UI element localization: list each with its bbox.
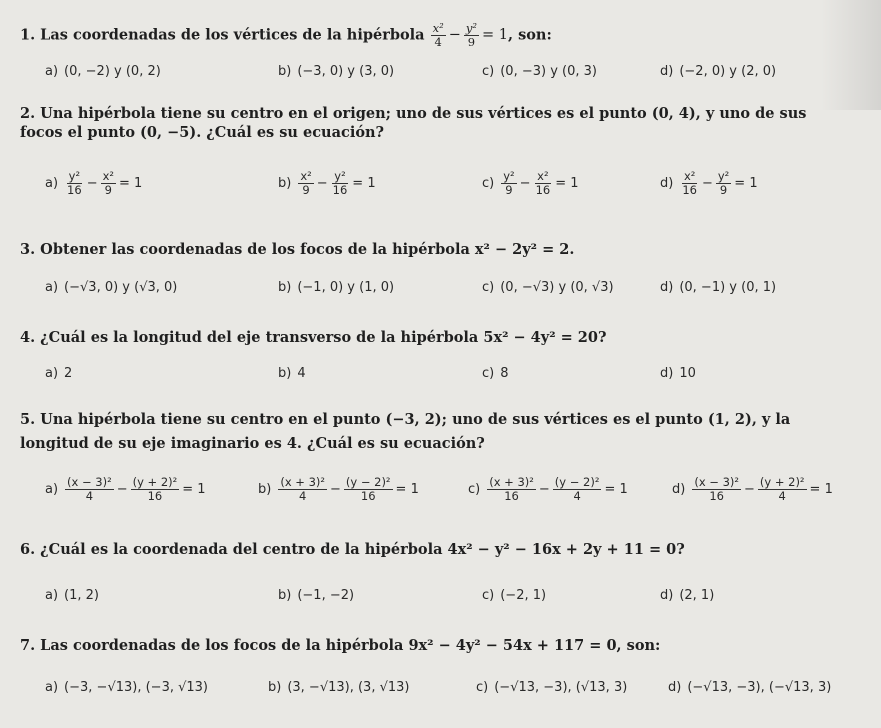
fraction: $\frac{\text{y²}}{9}$ — [465, 21, 477, 49]
question-7-option-a[interactable]: a) (−3, −√13), (−3, √13) — [45, 680, 208, 695]
question-6-option-c[interactable]: c) (−2, 1) — [482, 588, 547, 603]
question-5 — [20, 410, 790, 453]
question-1-option-c[interactable]: c) (0, −3) y (0, 3) — [482, 64, 597, 79]
question-6-option-b[interactable]: b) (−1, −2) — [278, 588, 355, 603]
question-2-prompt-line1: 2. Una hipérbola tiene su centro en el origen; uno de sus vértices es el punto (0, 4), y uno de sus — [20, 105, 807, 122]
question-3-prompt: 3. Obtener las coordenadas de los focos de la hipérbola x² − 2y² = 2. — [20, 241, 575, 258]
question-2-prompt-line2: focos el punto (0, −5). ¿Cuál es su ecuación? — [20, 124, 385, 141]
question-2-option-d[interactable]: d) $\frac{\text{x²}}{16}$ − $\frac{\text{y²}}{9}$ = 1 — [660, 169, 758, 197]
fraction: $\frac{\text{x²}}{4}$ — [432, 21, 444, 49]
question-4-option-b[interactable]: b) 4 — [278, 366, 306, 381]
question-4 — [20, 328, 606, 347]
question-3-option-a[interactable]: a) (−√3, 0) y (√3, 0) — [45, 280, 178, 295]
question-5-option-a[interactable]: a) $\frac{\text{(x − 3)²}}{4}$ − $\frac{\text{(y + 2)²}}{16}$ = 1 — [45, 475, 206, 503]
question-5-option-c[interactable]: c) $\frac{\text{(x + 3)²}}{16}$ − $\frac{\text{(y − 2)²}}{4}$ = 1 — [468, 475, 628, 503]
question-6-option-a[interactable]: a) (1, 2) — [45, 588, 99, 603]
question-6-option-d[interactable]: d) (2, 1) — [660, 588, 715, 603]
question-1-prompt: 1. Las coordenadas de los vértices de la hipérbola — [20, 26, 425, 44]
question-5-prompt-line2: longitud de su eje imaginario es 4. ¿Cuál es su ecuación? — [20, 435, 485, 452]
question-7-option-d[interactable]: d) (−√13, −3), (−√13, 3) — [668, 680, 832, 695]
question-3-option-d[interactable]: d) (0, −1) y (0, 1) — [660, 280, 777, 295]
question-6-prompt: 6. ¿Cuál es la coordenada del centro de la hipérbola 4x² − y² − 16x + 2y + 11 = 0? — [20, 541, 685, 558]
question-3-option-b[interactable]: b) (−1, 0) y (1, 0) — [278, 280, 395, 295]
question-7-option-c[interactable]: c) (−√13, −3), (√13, 3) — [476, 680, 628, 695]
question-6 — [20, 540, 685, 559]
question-1-equation: $\frac{\text{x²}}{4}$ − $\frac{\text{y²}}{9}$ = 1 — [432, 21, 508, 49]
question-3 — [20, 240, 574, 259]
question-2-option-a[interactable]: a) $\frac{\text{y²}}{16}$ − $\frac{\text{x²}}{9}$ = 1 — [45, 169, 143, 197]
question-1: 1. Las coordenadas de los vértices de la hipérbola $\frac{\text{x²}}{4}$ − $\frac{\text{y²}}{9}$ = 1 , son: — [20, 21, 552, 49]
question-7-prompt: 7. Las coordenadas de los focos de la hipérbola 9x² − 4y² − 54x + 117 = 0, son: — [20, 637, 661, 654]
question-1-option-d[interactable]: d) (−2, 0) y (2, 0) — [660, 64, 777, 79]
question-4-option-a[interactable]: a) 2 — [45, 366, 73, 381]
question-4-option-d[interactable]: d) 10 — [660, 366, 696, 381]
question-7-option-b[interactable]: b) (3, −√13), (3, √13) — [268, 680, 410, 695]
question-2 — [20, 104, 806, 142]
question-1-option-a[interactable]: a) (0, −2) y (0, 2) — [45, 64, 161, 79]
question-5-prompt-line1: 5. Una hipérbola tiene su centro en el punto (−3, 2); uno de sus vértices es el punto (1, 2), y la — [20, 411, 791, 428]
question-2-option-b[interactable]: b) $\frac{\text{x²}}{9}$ − $\frac{\text{y²}}{16}$ = 1 — [278, 169, 376, 197]
question-2-option-c[interactable]: c) $\frac{\text{y²}}{9}$ − $\frac{\text{x²}}{16}$ = 1 — [482, 169, 579, 197]
question-7 — [20, 636, 660, 655]
question-4-option-c[interactable]: c) 8 — [482, 366, 509, 381]
question-1-option-b[interactable]: b) (−3, 0) y (3, 0) — [278, 64, 395, 79]
page-shadow — [821, 0, 881, 110]
question-4-prompt: 4. ¿Cuál es la longitud del eje transverso de la hipérbola 5x² − 4y² = 20? — [20, 329, 607, 346]
question-5-option-d[interactable]: d) $\frac{\text{(x − 3)²}}{16}$ − $\frac{\text{(y + 2)²}}{4}$ = 1 — [672, 475, 833, 503]
question-3-option-c[interactable]: c) (0, −√3) y (0, √3) — [482, 280, 614, 295]
question-5-option-b[interactable]: b) $\frac{\text{(x + 3)²}}{4}$ − $\frac{\text{(y − 2)²}}{16}$ = 1 — [258, 475, 419, 503]
